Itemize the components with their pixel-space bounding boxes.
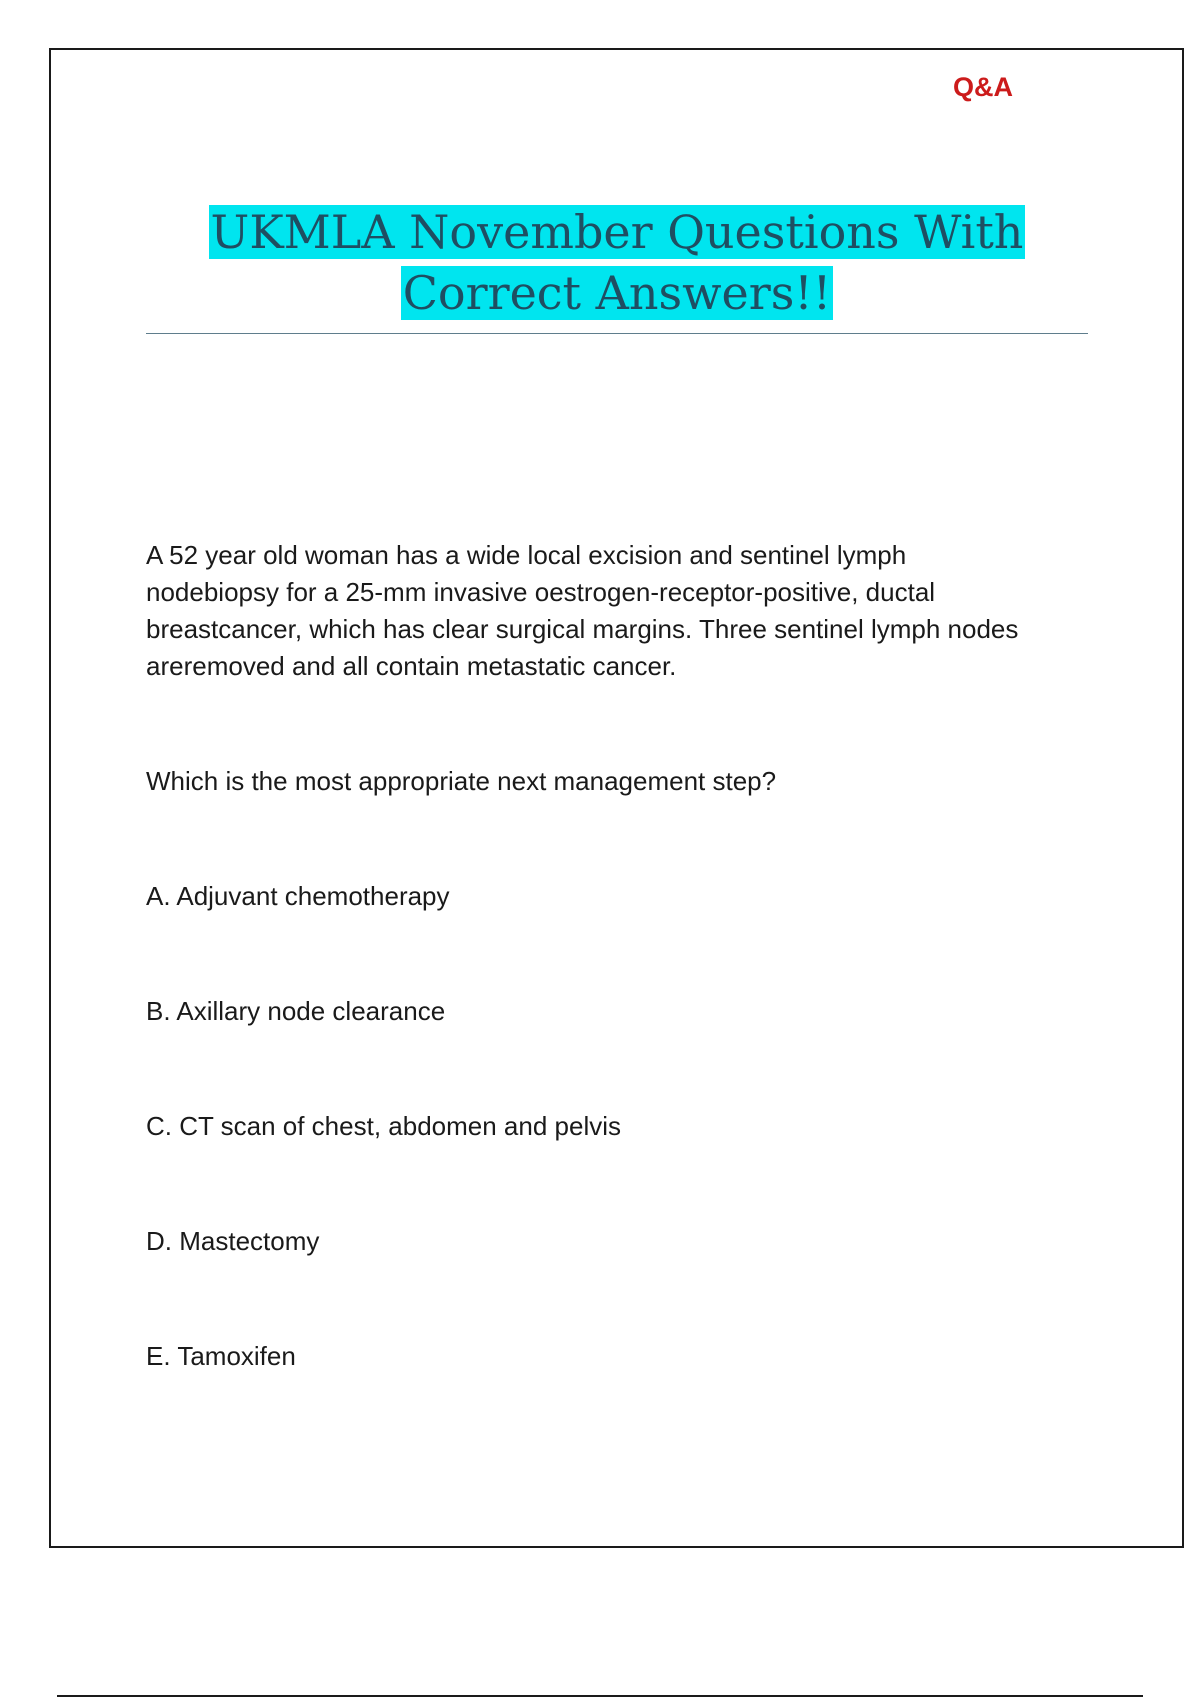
option-c: C. CT scan of chest, abdomen and pelvis [146, 1111, 621, 1141]
document-title [146, 202, 1088, 324]
option-a: A. Adjuvant chemotherapy [146, 881, 450, 911]
option-b: B. Axillary node clearance [146, 996, 446, 1026]
title-divider [146, 333, 1088, 334]
option-d: D. Mastectomy [146, 1226, 320, 1256]
title-line-2: Correct Answers!! [402, 266, 832, 320]
option-e: E. Tamoxifen [146, 1341, 296, 1371]
question-prompt: Which is the most appropriate next management step? [146, 766, 777, 796]
qa-tag: Q&A [953, 72, 1013, 102]
title-line-1: UKMLA November Questions With [210, 205, 1024, 259]
question-stem: A 52 year old woman has a wide local excision and sentinel lymph nodebiopsy for a 25-mm invasive oestrogen-receptor-positive, ductal breastcancer, which has clear surgical margins. Three sentinel lymph nodes areremoved and all contain metastatic cancer. [146, 540, 1019, 681]
footer-divider [57, 1695, 1143, 1697]
